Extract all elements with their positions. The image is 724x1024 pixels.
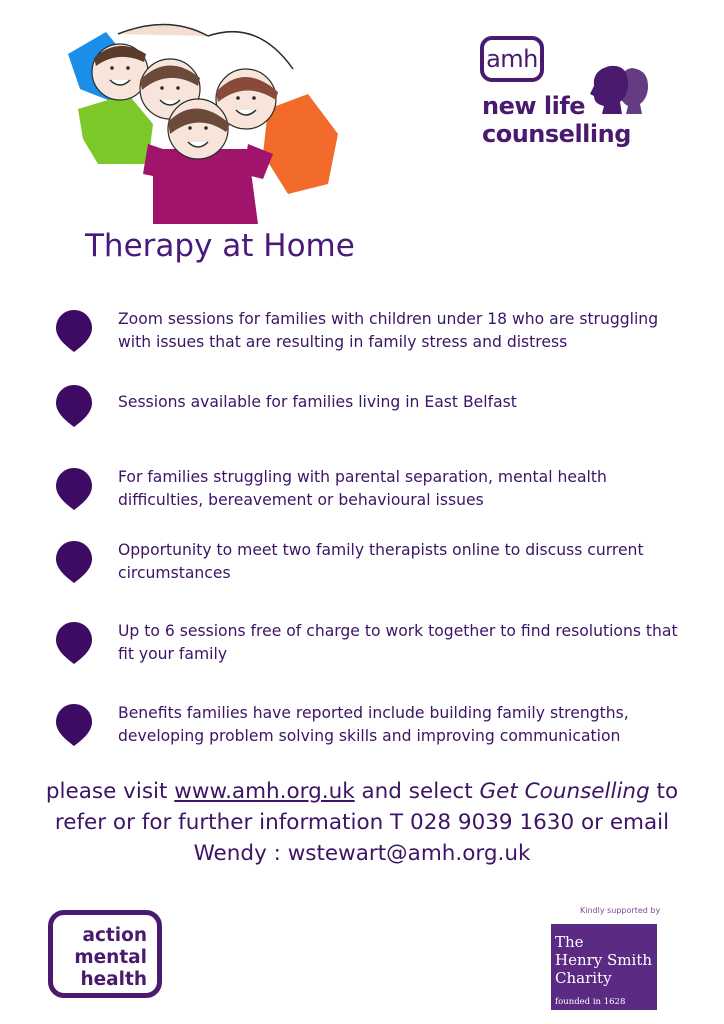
location-pin-icon (54, 466, 94, 512)
action-logo-word: mental (74, 947, 147, 968)
bullet-text: Zoom sessions for families with children under 18 who are struggling with issues that are resulting in family stress and distress (118, 310, 659, 351)
cta-text-1: please visit (45, 779, 175, 804)
amh-new-life-counselling-logo (476, 34, 656, 154)
action-mental-health-logo (48, 910, 162, 998)
cta-text-2: and select (354, 779, 480, 804)
amh-logo-line-1: new life (482, 92, 586, 120)
hsc-line-1: The (555, 933, 584, 951)
two-heads-icon (588, 62, 650, 118)
action-logo-word: health (80, 969, 147, 990)
location-pin-icon (54, 620, 94, 666)
cta-text-3: to refer or for further information T 028 9039 1630 or email Wendy : wstewart@amh.org.uk (54, 779, 679, 866)
location-pin-icon (54, 308, 94, 354)
action-logo-word: action (82, 925, 147, 946)
website-link[interactable]: www.amh.org.uk (174, 779, 355, 804)
location-pin-icon (54, 539, 94, 585)
location-pin-icon (54, 702, 94, 748)
amh-logo-line-2: counselling (482, 120, 631, 148)
bullet-text: For families struggling with parental separation, mental health difficulties, bereavement or behavioural issues (118, 468, 607, 509)
supported-by-label: Kindly supported by (580, 906, 661, 915)
hsc-line-3: Charity (555, 969, 612, 987)
bullet-text: Up to 6 sessions free of charge to work together to find resolutions that fit your family (118, 622, 678, 663)
location-pin-icon (54, 383, 94, 429)
hsc-founded: founded in 1628 (555, 997, 626, 1007)
bullet-text: Opportunity to meet two family therapists online to discuss current circumstances (118, 541, 644, 582)
bullet-text: Benefits families have reported include building family strengths, developing problem solving skills and improving communication (118, 704, 629, 745)
get-counselling-text: Get Counselling (479, 779, 650, 804)
family-hug-illustration (58, 14, 348, 229)
amh-badge: amh (480, 36, 544, 82)
hsc-line-2: Henry Smith (555, 951, 653, 969)
call-to-action (30, 776, 694, 869)
page-title: Therapy at Home (85, 228, 355, 264)
bullet-text: Sessions available for families living in East Belfast (118, 393, 517, 411)
henry-smith-charity-logo (551, 924, 657, 1010)
